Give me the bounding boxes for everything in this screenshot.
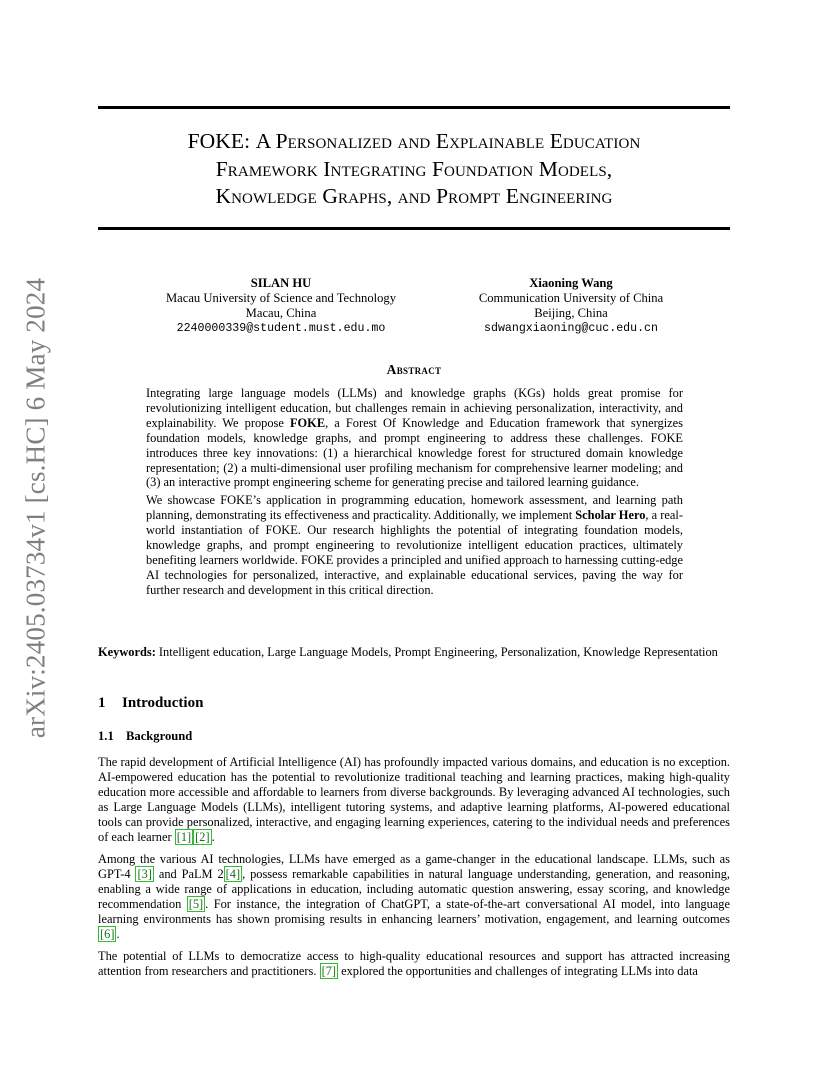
citation-link[interactable]: [2] xyxy=(195,830,210,844)
subsection-heading: 1.1 Background xyxy=(98,729,193,743)
arxiv-stamp: arXiv:2405.03734v1 [cs.HC] 6 May 2024 xyxy=(20,277,51,739)
keywords-text: Intelligent education, Large Language Models, Prompt Engineering, Personalization, Knowledge Representation xyxy=(155,645,718,659)
body-paragraph: The rapid development of Artificial Intelligence (AI) has profoundly impacted various domains, and education is no exception. AI-empowered education has the potential to revolutionize traditional teaching and learning practices, making high-quality education more accessible and affordable to learners from diverse backgrounds. By leveraging advanced AI technologies, such as Large Language Models (LLMs), intelligent tutoring systems, and adaptive learning platforms, AI-powered educational tools can provide personalized, interactive, and engaging learning experiences, catering to the individual needs and preferences of each learner [1] [2] . xyxy=(98,755,730,844)
citation-link[interactable]: [3] xyxy=(137,867,152,881)
citation-link[interactable]: [6] xyxy=(100,927,115,941)
author-affiliation: Macau University of Science and Technology xyxy=(165,291,397,305)
title-rule-top xyxy=(98,106,730,109)
keywords-label: Keywords: xyxy=(98,645,156,659)
author-location: Macau, China xyxy=(245,306,317,320)
keywords xyxy=(98,645,730,660)
author-affiliation: Communication University of China xyxy=(478,291,664,305)
author-name: Xiaoning Wang xyxy=(529,276,613,290)
body-paragraph: The potential of LLMs to democratize access to high-quality educational resources and support has attracted increasing attention from researchers and practitioners. [7] explored the opportunities and challenges of integrating LLMs into data xyxy=(98,949,730,978)
citation-link[interactable]: [1] xyxy=(176,830,192,844)
abstract-paragraph: Integrating large language models (LLMs) and knowledge graphs (KGs) holds great promise for revolutionizing intelligent education, but challenges remain in achieving personalization, interactivity, and explainability. We propose FOKE, a Forest Of Knowledge and Education framework that synergizes foundation models, knowledge graphs, and prompt engineering to address these challenges. FOKE introduces three key innovations: (1) a hierarchical knowledge forest for structured domain knowledge representation; (2) a multi-dimensional user profiling mechanism for comprehensive learner modeling; and (3) an interactive prompt engineering scheme for generating precise and tailored learning guidance. xyxy=(146,386,683,490)
title-line-3: Knowledge Graphs, and Prompt Engineering xyxy=(215,184,613,208)
title-line-2: Framework Integrating Foundation Models, xyxy=(215,156,613,181)
citation-link[interactable]: [4] xyxy=(225,867,241,881)
author-block xyxy=(460,276,682,336)
abstract-paragraph: We showcase FOKE’s application in programming education, homework assessment, and learning path planning, demonstrating its effectiveness and practicality. Additionally, we implement Scholar Hero, a real-world instantiation of FOKE. Our research highlights the potential of integrating foundation models, knowledge graphs, and prompt engineering to revolutionize intelligent education practices, ultimately benefiting learners worldwide. FOKE provides a principled and unified approach to harnessing cutting-edge AI technologies for personalized, interactive, and explainable educational services, paving the way for further research and development in this critical direction. xyxy=(146,493,683,597)
citation-link[interactable]: [5] xyxy=(188,897,204,911)
author-location: Beijing, China xyxy=(534,306,608,320)
title-rule-bottom xyxy=(98,227,730,230)
author-block xyxy=(140,276,422,336)
citation-link[interactable]: [7] xyxy=(321,964,337,978)
abstract-heading: Abstract xyxy=(386,362,442,377)
body-paragraph: Among the various AI technologies, LLMs have emerged as a game-changer in the educational landscape. LLMs, such as GPT-4 [3] and PaLM 2 [4] , possess remarkable capabilities in natural language understanding, generation, and reasoning, enabling a wide range of applications in education, including automatic question answering, essay scoring, and knowledge recommendation [5] . For instance, the integration of ChatGPT, a state-of-the-art conversational AI model, into language learning environments has shown promising results in enhancing learners’ motivation, engagement, and learning outcomes [6] . xyxy=(98,852,731,941)
abstract-body xyxy=(146,386,683,601)
author-email[interactable]: sdwangxiaoning@cuc.edu.cn xyxy=(484,322,658,335)
author-email[interactable]: 2240000339@student.must.edu.mo xyxy=(176,322,386,335)
section-heading: 1 Introduction xyxy=(98,695,204,711)
author-name: SILAN HU xyxy=(250,276,312,290)
title-line-1: FOKE: A Personalized and Explainable Education xyxy=(187,129,641,153)
paper-title xyxy=(98,128,730,211)
